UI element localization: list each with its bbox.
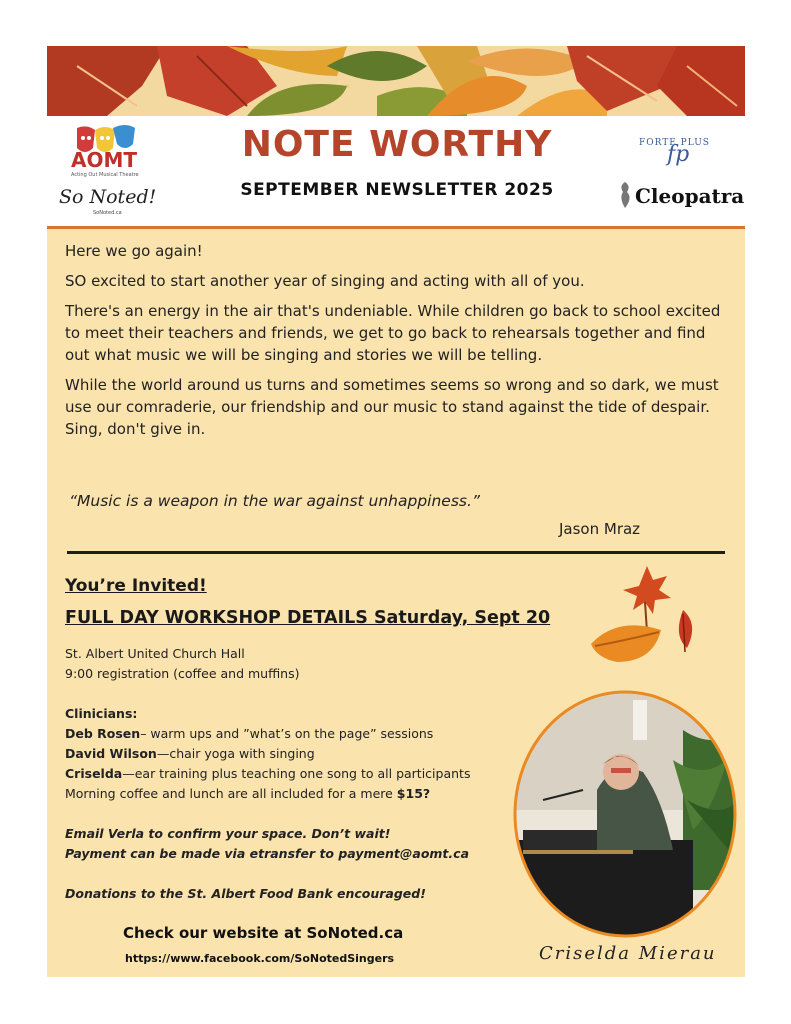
cost-value: $15?: [396, 786, 431, 801]
intro-paragraph: Here we go again!: [65, 242, 203, 260]
intro-section: [65, 240, 727, 448]
fp-mark: fp: [667, 142, 690, 167]
workshop-details: [65, 644, 525, 904]
payment-line: Payment can be made via etransfer to payment@aomt.ca: [65, 846, 469, 861]
clinician-row: [65, 764, 525, 784]
workshop-heading: FULL DAY WORKSHOP DETAILS Saturday, Sept 20: [65, 608, 551, 628]
intro-paragraph: While the world around us turns and sometimes seems so wrong and so dark, we must use our comraderie, our friendship and our music to stand against the tide of despair. Sing, don't give in.: [65, 376, 719, 438]
email-line: Email Verla to confirm your space. Don’t wait!: [65, 826, 391, 841]
aomt-tagline: Acting Out Musical Theatre: [71, 172, 139, 178]
autumn-leaves-icon: [587, 562, 707, 677]
header-divider: [47, 226, 745, 229]
criselda-photo: [513, 690, 737, 938]
piano-player-photo: [513, 690, 737, 938]
clinician-name: Criselda: [65, 766, 123, 781]
leaves-banner-graphic: [47, 46, 745, 116]
workshop-registration: 9:00 registration (coffee and muffins): [65, 666, 300, 681]
clinician-desc: —ear training plus teaching one song to all participants: [122, 766, 471, 781]
so-noted-logo-text: So Noted!: [59, 186, 157, 208]
facebook-link[interactable]: https://www.facebook.com/SoNotedSingers: [125, 952, 395, 965]
so-noted-url: SoNoted.ca: [93, 210, 122, 216]
newsletter-header: [47, 116, 745, 226]
donations-line: Donations to the St. Albert Food Bank encouraged!: [65, 886, 426, 901]
clinician-name: Deb Rosen: [65, 726, 141, 741]
forte-plus-text: FORTE PLUS: [639, 138, 710, 148]
invite-heading: You’re Invited!: [65, 576, 207, 596]
cost-line: [65, 784, 525, 804]
newsletter-subtitle: SEPTEMBER NEWSLETTER 2025: [240, 180, 554, 200]
aomt-logo-text: AOMT: [71, 148, 138, 172]
intro-paragraph: SO excited to start another year of singing and acting with all of you.: [65, 272, 585, 290]
intro-paragraph: There's an energy in the air that's undeniable. While children go back to school excited to meet their teachers and friends, we get to go back to rehearsals together and find out what music we will be singing and stories we will be telling.: [65, 302, 721, 364]
forte-plus-cleopatra-logo: [615, 120, 745, 220]
newsletter-title: NOTE WORTHY: [241, 124, 553, 165]
website-line[interactable]: Check our website at SoNoted.ca: [123, 924, 404, 942]
cost-text: Morning coffee and lunch are all included for a mere: [65, 786, 397, 801]
section-divider: [67, 551, 725, 554]
workshop-location: St. Albert United Church Hall: [65, 646, 245, 661]
quote-author: Jason Mraz: [559, 520, 641, 538]
clinician-name: David Wilson: [65, 746, 157, 761]
photo-caption: Criselda Mierau: [539, 943, 717, 964]
clinician-row: [65, 724, 525, 744]
clinician-row: [65, 744, 525, 764]
cleopatra-figure-icon: [615, 180, 635, 210]
newsletter-page: [47, 46, 745, 977]
cleopatra-logo-text: Cleopatra: [635, 184, 745, 208]
clinician-desc: —chair yoga with singing: [156, 746, 315, 761]
clinician-desc: – warm ups and ”what’s on the page” sessions: [140, 726, 434, 741]
clinicians-label: Clinicians:: [65, 706, 138, 721]
aomt-so-noted-logo: [57, 120, 167, 220]
autumn-leaves-banner: [47, 46, 745, 116]
quote-text: “Music is a weapon in the war against unhappiness.”: [69, 492, 480, 510]
